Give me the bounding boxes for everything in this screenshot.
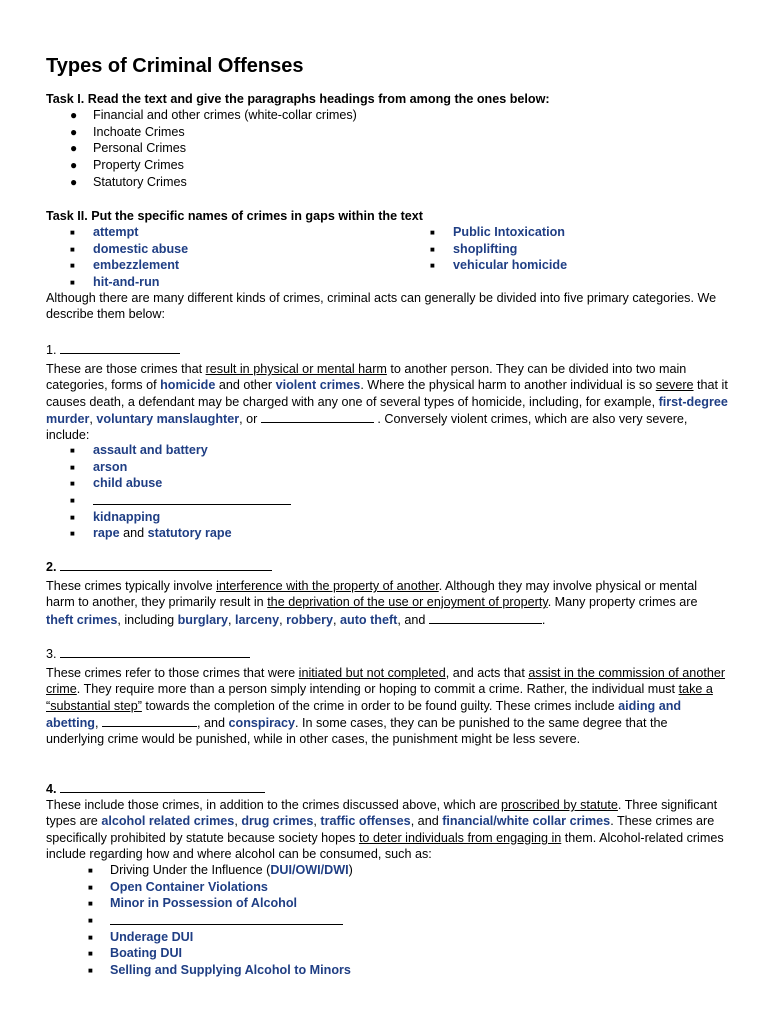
section2-heading: 2. (46, 558, 728, 575)
section4-heading: 4. (46, 780, 728, 797)
list-item: ■ Underage DUI (88, 929, 194, 944)
section3-paragraph: These crimes refer to those crimes that were initiated but not completed, and acts that assist in the commission of another crime. They require more than a person simply intending or hoping to commit a crime. Rather, the individual must take a “substantial step” towards the completion of the crime in order to be found guilty. These crimes include aiding and abetting, , and conspiracy. In some cases, they can be punished to the same degree that the underlying crime would be punished, while in other cases, the punishment might be less severe. (46, 666, 726, 747)
section3-heading: 3. (46, 645, 728, 662)
section1-paragraph: These are those crimes that result in physical or mental harm to another person. They can be divided into two main categories, forms of homicide and other violent crimes. Where the physical harm to another individual is so severe that it causes death, a defendant may be charged with any one of several types of homicide, including, for example, first-degree murder, voluntary manslaughter, or . Conversely violent crimes, which are also very severe, include: (46, 362, 728, 443)
answer-gap (93, 492, 291, 505)
list-item: ■ Selling and Supplying Alcohol to Minors (88, 963, 351, 978)
list-item: ● Property Crimes (70, 158, 184, 173)
list-item: ■ Open Container Violations (88, 879, 268, 894)
task1-heading: Task I. Read the text and give the paragraphs headings from among the ones below: (46, 92, 550, 106)
list-item: ■ rape and statutory rape (70, 526, 232, 541)
list-item: ● Personal Crimes (70, 141, 187, 156)
list-item: ■ embezzlement (70, 258, 180, 273)
task1-list (46, 107, 728, 190)
heading-gap (60, 780, 265, 793)
list-item: ■ Public Intoxication (430, 225, 565, 239)
list-item: ■ Minor in Possession of Alcohol (88, 896, 298, 911)
list-item: ■ Driving Under the Influence (DUI/OWI/DWI) (88, 863, 353, 877)
answer-gap (429, 611, 542, 624)
list-item: ● Statutory Crimes (70, 174, 187, 189)
word-bank-left (46, 224, 188, 291)
section1-heading: 1. (46, 341, 728, 358)
section2-paragraph: These crimes typically involve interference with the property of another. Although they may involve physical or mental harm to another, they primarily result in the deprivation of the use or enjoyment of property. Many property crimes are theft crimes, including burglary, larceny, robbery, auto theft, and . (46, 579, 698, 627)
list-item: ■ kidnapping (70, 509, 161, 524)
section4-paragraph: These include those crimes, in addition to the crimes discussed above, which are proscribed by statute. Three significant types are alcohol related crimes, drug crimes, traffic offenses, and financial/white collar crimes. These crimes are specifically prohibited by statute because society hopes to deter individuals from engaging in them. Alcohol-related crimes include regarding how and where alcohol can be consumed, such as: (46, 798, 724, 861)
list-item: ■ hit-and-run (70, 275, 160, 290)
word-bank-right (406, 224, 567, 274)
list-item: ■ attempt (70, 225, 139, 239)
answer-gap (102, 714, 197, 727)
list-item: ■ child abuse (70, 476, 163, 491)
list-item: ■ shoplifting (430, 241, 518, 256)
list-item: ● Inchoate Crimes (70, 124, 185, 139)
answer-gap (110, 912, 343, 925)
heading-gap (60, 341, 180, 354)
intro-paragraph: Although there are many different kinds of crimes, criminal acts can generally be divided into five primary categories. We describe them below: (46, 291, 717, 322)
heading-gap (60, 558, 272, 571)
list-item: ■ assault and battery (70, 443, 208, 457)
list-item: ■ Boating DUI (88, 946, 183, 961)
list-item: ■ vehicular homicide (430, 258, 568, 273)
section1-list (46, 442, 728, 542)
list-item: ■ (46, 912, 728, 929)
task2-word-bank (46, 224, 746, 292)
section4-list (46, 862, 728, 979)
list-item: ■ arson (70, 459, 128, 474)
list-item: ■ domestic abuse (70, 241, 189, 256)
heading-gap (60, 645, 250, 658)
answer-gap (261, 410, 374, 423)
list-item: ■ (46, 492, 728, 509)
list-item: ● Financial and other crimes (white-collar crimes) (70, 108, 357, 122)
task2-heading: Task II. Put the specific names of crimes in gaps within the text (46, 209, 423, 223)
page-title: Types of Criminal Offenses (46, 55, 304, 77)
